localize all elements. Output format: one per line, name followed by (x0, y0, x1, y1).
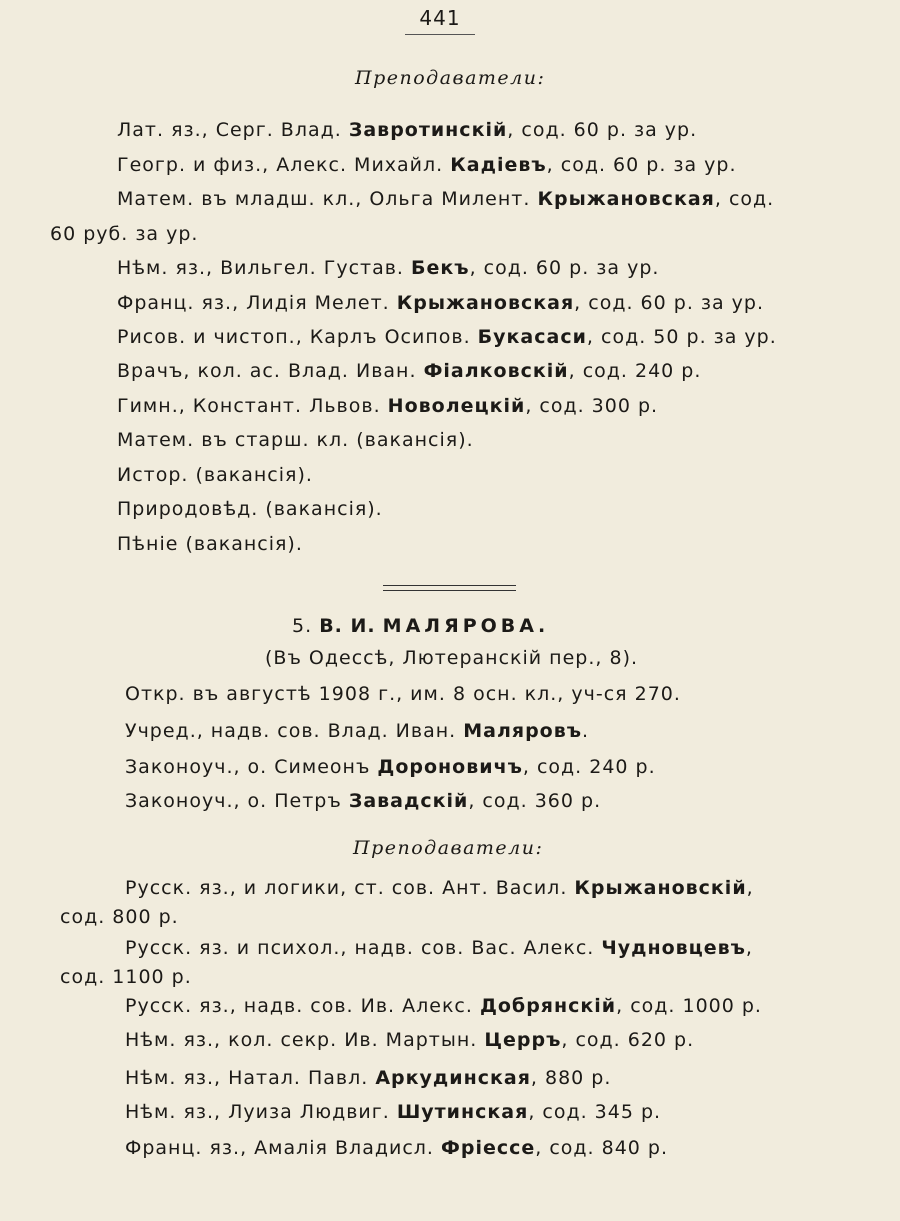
entry-line: Гимн., Констант. Львов. Новолецкій, сод. 300 р. (117, 395, 659, 417)
entry-line: Франц. яз., Лидія Мелет. Крыжановская, сод. 60 р. за ур. (117, 292, 765, 314)
school-address: (Въ Одессѣ, Лютеранскій пер., 8). (265, 647, 639, 669)
entry-line: Нѣм. яз., Вильгел. Густав. Бекъ, сод. 60 р. за ур. (117, 257, 660, 279)
entry-line: Матем. въ старш. кл. (вакансія). (117, 429, 474, 451)
entry-line: Нѣм. яз., Луиза Людвиг. Шутинская, сод. 345 р. (125, 1101, 662, 1123)
entry-line: Пѣніе (вакансія). (117, 533, 303, 555)
page-number: 441 (405, 6, 475, 35)
entry-line: Нѣм. яз., кол. секр. Ив. Мартын. Церръ, сод. 620 р. (125, 1029, 695, 1051)
entry-line: сод. 800 р. (60, 906, 179, 928)
divider-rule (383, 585, 516, 591)
entry-line: Законоуч., о. Симеонъ Дороновичъ, сод. 240 р. (125, 756, 656, 778)
entry-line: Учред., надв. сов. Влад. Иван. Маляровъ. (125, 720, 590, 742)
entry-line: Геогр. и физ., Алекс. Михайл. Кадіевъ, сод. 60 р. за ур. (117, 154, 737, 176)
entry-line: Природовѣд. (вакансія). (117, 498, 383, 520)
entry-line: Русск. яз., надв. сов. Ив. Алекс. Добрянскій, сод. 1000 р. (125, 995, 762, 1017)
entry-line: Матем. въ младш. кл., Ольга Милент. Крыжановская, сод. (117, 188, 775, 210)
entry-line: Нѣм. яз., Натал. Павл. Аркудинская, 880 р. (125, 1067, 612, 1089)
entry-line: Русск. яз. и психол., надв. сов. Вас. Алекс. Чудновцевъ, (125, 937, 753, 959)
section-heading: Преподаватели: (353, 837, 544, 859)
entry-line: Законоуч., о. Петръ Завадскій, сод. 360 р. (125, 790, 602, 812)
entry-line: Рисов. и чистоп., Карлъ Осипов. Букасаси, сод. 50 р. за ур. (117, 326, 777, 348)
entry-line: Врачъ, кол. ас. Влад. Иван. Фіалковскій, сод. 240 р. (117, 360, 702, 382)
entry-line: Лат. яз., Серг. Влад. Завротинскій, сод. 60 р. за ур. (117, 119, 698, 141)
section-heading: Преподаватели: (355, 67, 546, 89)
school-title: 5. В. И. МАЛЯРОВА. (292, 615, 550, 637)
entry-line: Русск. яз., и логики, ст. сов. Ант. Васил. Крыжановскій, (125, 877, 754, 899)
entry-line: Франц. яз., Амалія Владисл. Фріессе, сод. 840 р. (125, 1137, 669, 1159)
entry-line: Откр. въ августѣ 1908 г., им. 8 осн. кл., уч-ся 270. (125, 683, 681, 705)
entry-line: Истор. (вакансія). (117, 464, 313, 486)
entry-line: 60 руб. за ур. (50, 223, 199, 245)
entry-line: сод. 1100 р. (60, 966, 192, 988)
